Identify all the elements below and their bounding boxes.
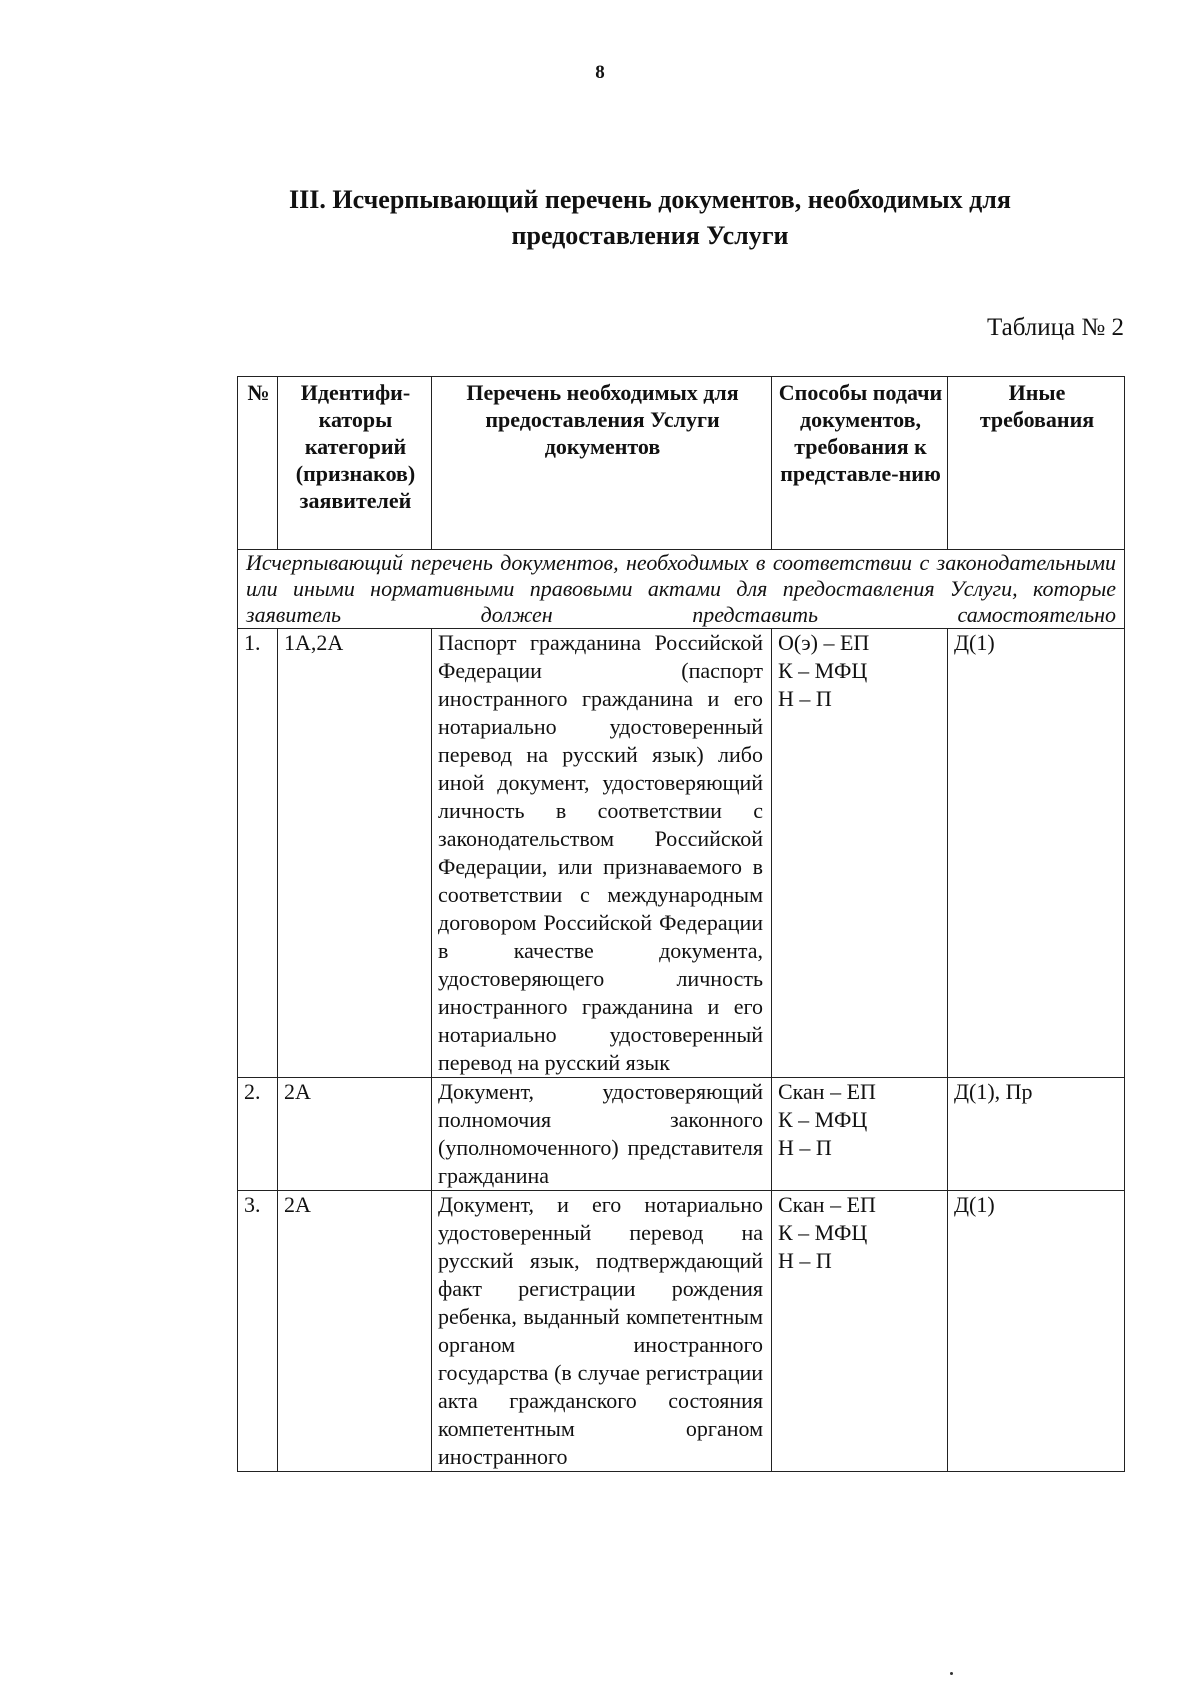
row-number: 3.: [238, 1191, 278, 1472]
row-other-requirements: Д(1): [948, 629, 1125, 1078]
table-header-row: [238, 377, 1125, 550]
row-categories: 2А: [278, 1078, 432, 1191]
row-other-requirements: Д(1), Пр: [948, 1078, 1125, 1191]
page-number: 8: [595, 62, 605, 83]
section-title: [200, 182, 1100, 254]
row-categories: 1А,2А: [278, 629, 432, 1078]
header-submission-methods: Способы подачи документов, требования к представле-нию: [772, 377, 948, 550]
method-item: К – МФЦ: [778, 658, 868, 683]
row-methods: [772, 1191, 948, 1472]
method-item: Скан – ЕП: [778, 1079, 876, 1104]
documents-table: [237, 376, 1125, 1472]
header-number: №: [238, 377, 278, 550]
row-document: Документ, и его нотариально удостоверенный перевод на русский язык, подтверждающий факт регистрации рождения ребенка, выданный компетентным органом иностранного государства (в случае регистрации акта гражданского состояния компетентным органом иностранного: [432, 1191, 772, 1472]
section-title-line-2: предоставления Услуги: [511, 221, 789, 250]
section-title-line-1: III. Исчерпывающий перечень документов, необходимых для: [289, 185, 1011, 214]
row-categories: 2А: [278, 1191, 432, 1472]
table-section-heading: Исчерпывающий перечень документов, необходимых в соответствии с законодательными или иными нормативными правовыми актами для предоставления Услуги, которые заявитель должен представить самостоятельно: [238, 550, 1125, 629]
row-methods: [772, 1078, 948, 1191]
method-item: К – МФЦ: [778, 1107, 868, 1132]
row-number: 1.: [238, 629, 278, 1078]
header-applicant-categories: Идентифи-каторы категорий (признаков) заявителей: [278, 377, 432, 550]
scan-speck: [950, 1672, 953, 1675]
method-item: Н – П: [778, 1248, 832, 1273]
table-row: [238, 629, 1125, 1078]
table-caption: Таблица № 2: [986, 314, 1124, 341]
header-other-requirements: Иные требования: [948, 377, 1125, 550]
method-item: Скан – ЕП: [778, 1192, 876, 1217]
table-section-heading-row: [238, 550, 1125, 629]
row-methods: [772, 629, 948, 1078]
header-documents-list: Перечень необходимых для предоставления Услуги документов: [432, 377, 772, 550]
method-item: О(э) – ЕП: [778, 630, 870, 655]
table-row: [238, 1078, 1125, 1191]
row-number: 2.: [238, 1078, 278, 1191]
method-item: К – МФЦ: [778, 1220, 868, 1245]
method-item: Н – П: [778, 1135, 832, 1160]
row-other-requirements: Д(1): [948, 1191, 1125, 1472]
row-document: Документ, удостоверяющий полномочия законного (уполномоченного) представителя гражданина: [432, 1078, 772, 1191]
row-document: Паспорт гражданина Российской Федерации (паспорт иностранного гражданина и его нотариально удостоверенный перевод на русский язык) либо иной документ, удостоверяющий личность в соответствии с законодательством Российской Федерации, или признаваемого в соответствии с международным договором Российской Федерации в качестве документа, удостоверяющего личность иностранного гражданина и его нотариально удостоверенный перевод на русский язык: [432, 629, 772, 1078]
table-row: [238, 1191, 1125, 1472]
method-item: Н – П: [778, 686, 832, 711]
